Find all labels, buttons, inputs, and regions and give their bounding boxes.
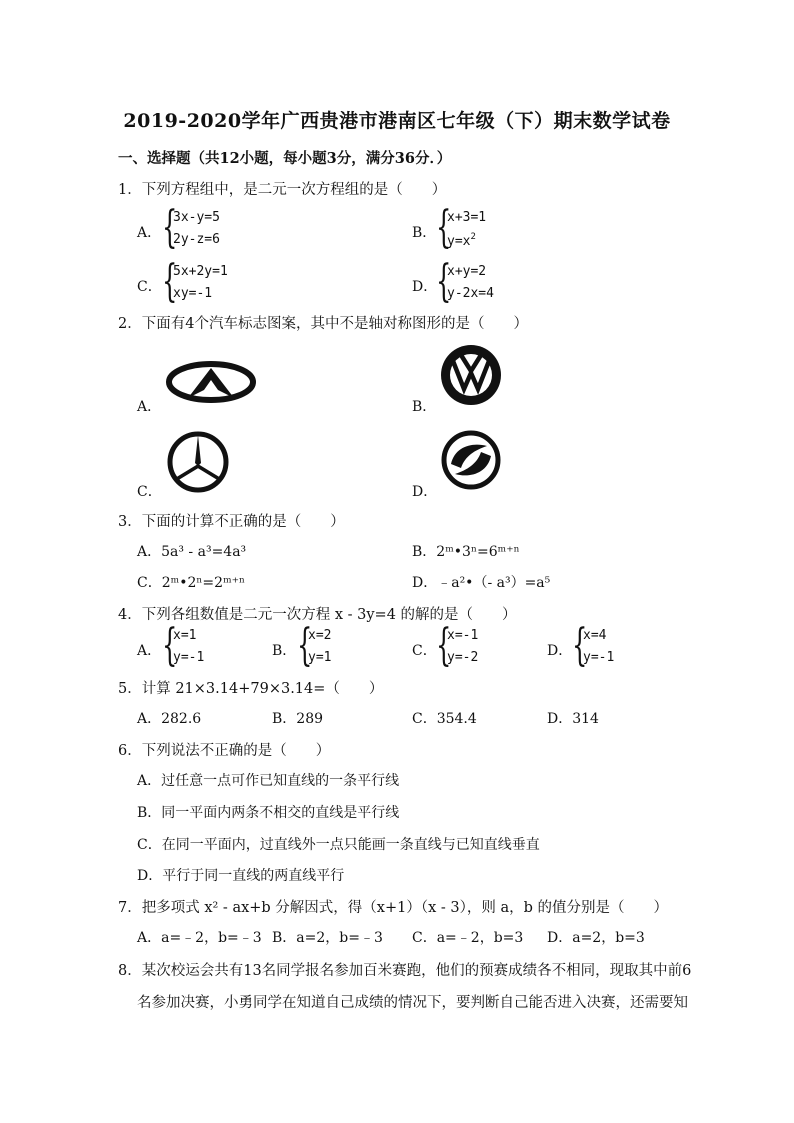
exam-page: 2019-2020学年广西贵港市港南区七年级（下）期末数学试卷 一、选择题（共12小题，每小题3分，满分36分．） 1．下列方程组中，是二元一次方程组的是（ ） A． { 3x-y=5 2y-z=6 B． { x+3=1 $y=x^2$ C． { 5x+2y=1 xy=-1 D． { x+y=2 y-2x=4 2．下面有4个汽车标志图案，其中不是轴对称图形的是（ ） A． B． C． D． 3．下面的计算不正确的是（ ） A．5a³ - a³=4a³ B．2ᵐ•3ⁿ=6ᵐ⁺ⁿ C．2ᵐ•2ⁿ=2ᵐ⁺ⁿ D．﹣a²•（- a³）=a⁵ 4．下列各组数值是二元一次方程 x - 3y=4 的解的是（ ） A． { x=1 y=-1 B． { x=2 y=1 C． { x=-1 y=-2 D． { x=4 y=-1 5．计算 21×3.14+79×3.14=（ ） A．282.6 B．289 C．354.4 D．314 6．下列说法不正确的是（ ） A．过任意一点可作已知直线的一条平行线 B．同一平面内两条不相交的直线是平行线 C．在同一平面内，过直线外一点只能画一条直线与已知直线垂直 D．平行于同一直线的两直线平行 7．把多项式 x² - ax+b 分解因式，得（x+1）（x - 3），则 a，b 的值分别是（ ） A．a=﹣2，b=﹣3 B．a=2，b=﹣3 C．a=﹣2，b=3 D．a=2，b=3 8．某次校运会共有13名同学报名参加百米赛跑，他们的预赛成绩各不相同，现取其中前6 名参加决赛，小勇同学在知道自己成绩的情况下，要判断自己能否进入决赛，还需要知 bbox=[0, 0, 794, 1123]
q6-option-a: A．过任意一点可作已知直线的一条平行线 bbox=[137, 773, 400, 789]
q3-option-c: C．2ᵐ•2ⁿ=2ᵐ⁺ⁿ bbox=[137, 575, 246, 591]
question-8-line-1: 8．某次校运会共有13名同学报名参加百米赛跑，他们的预赛成绩各不相同，现取其中前6 bbox=[118, 963, 692, 979]
q6-option-d: D．平行于同一直线的两直线平行 bbox=[137, 868, 345, 884]
mercedes-logo-image bbox=[166, 430, 230, 494]
q5-option-a: A．282.6 bbox=[137, 711, 202, 727]
question-7-stem: 7．把多项式 x² - ax+b 分解因式，得（x+1）（x - 3），则 a，b 的值分别是（ ） bbox=[118, 900, 669, 916]
q3-option-a: A．5a³ - a³=4a³ bbox=[137, 544, 247, 560]
q5-option-d: D．314 bbox=[547, 711, 599, 727]
question-2-stem: 2．下面有4个汽车标志图案，其中不是轴对称图形的是（ ） bbox=[118, 316, 528, 332]
volkswagen-logo-image bbox=[439, 343, 503, 407]
question-6-stem: 6．下列说法不正确的是（ ） bbox=[118, 743, 331, 759]
q1-option-d-label: D． bbox=[412, 279, 438, 295]
section-heading: 一、选择题（共12小题，每小题3分，满分36分．） bbox=[118, 150, 452, 167]
q3-option-d: D．﹣a²•（- a³）=a⁵ bbox=[412, 575, 551, 591]
q4-option-d-label: D． bbox=[547, 643, 573, 659]
question-5-stem: 5．计算 21×3.14+79×3.14=（ ） bbox=[118, 681, 384, 697]
q7-option-b: B．a=2，b=﹣3 bbox=[272, 930, 383, 946]
dongfeng-logo-image bbox=[439, 430, 503, 490]
q1-option-c-label: C． bbox=[137, 279, 162, 295]
q6-option-c: C．在同一平面内，过直线外一点只能画一条直线与已知直线垂直 bbox=[137, 837, 540, 853]
q2-option-c-label: C． bbox=[137, 484, 162, 500]
q2-option-b-label: B． bbox=[412, 399, 437, 415]
q5-option-b: B．289 bbox=[272, 711, 324, 727]
question-1-stem: 1．下列方程组中，是二元一次方程组的是（ ） bbox=[118, 182, 447, 198]
q3-option-b: B．2ᵐ•3ⁿ=6ᵐ⁺ⁿ bbox=[412, 544, 520, 560]
q7-option-d: D．a=2，b=3 bbox=[547, 930, 645, 946]
q7-option-c: C．a=﹣2，b=3 bbox=[412, 930, 524, 946]
q2-option-a-label: A． bbox=[137, 399, 162, 415]
q6-option-b: B．同一平面内两条不相交的直线是平行线 bbox=[137, 805, 400, 821]
infiniti-logo-image bbox=[166, 360, 256, 404]
q7-option-a: A．a=﹣2，b=﹣3 bbox=[137, 930, 262, 946]
q4-option-a-label: A． bbox=[137, 643, 162, 659]
q2-option-d-label: D． bbox=[412, 484, 438, 500]
page-title: 2019-2020学年广西贵港市港南区七年级（下）期末数学试卷 bbox=[123, 110, 671, 132]
question-4-stem: 4．下列各组数值是二元一次方程 x - 3y=4 的解的是（ ） bbox=[118, 607, 517, 623]
q1-option-a-label: A． bbox=[137, 225, 162, 241]
question-8-line-2: 名参加决赛，小勇同学在知道自己成绩的情况下，要判断自己能否进入决赛，还需要知 bbox=[137, 995, 688, 1011]
q1-option-b-label: B． bbox=[412, 225, 437, 241]
q5-option-c: C．354.4 bbox=[412, 711, 477, 727]
q4-option-c-label: C． bbox=[412, 643, 437, 659]
q4-option-b-label: B． bbox=[272, 643, 297, 659]
question-3-stem: 3．下面的计算不正确的是（ ） bbox=[118, 514, 345, 530]
